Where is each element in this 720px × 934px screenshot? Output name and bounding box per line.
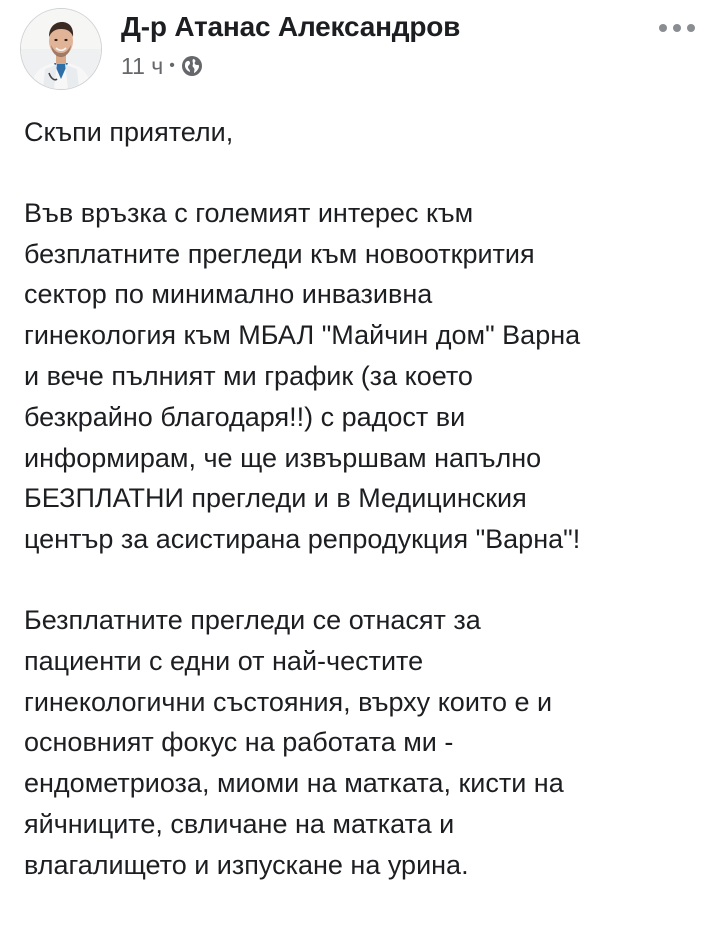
post-time[interactable]: 11 ч <box>121 52 164 79</box>
post-body <box>24 112 714 886</box>
globe-icon[interactable] <box>181 55 203 77</box>
meta-separator: • <box>169 57 175 74</box>
post-paragraph-details: Безплатните прегледи се отнасят за пациенти с едни от най-честите гинекологични състояния, върху които е и основният фокус на работата ми - ендометриоза, миоми на матката, кисти на яйчниците, свличане на матката и влагалището и изпускане на урина. <box>24 604 564 880</box>
post-paragraph-greeting: Скъпи приятели, <box>24 117 234 147</box>
post-meta <box>121 53 203 79</box>
author-avatar[interactable] <box>20 8 102 90</box>
post-header <box>20 8 700 94</box>
post-paragraph-announcement: Във връзка с големият интерес към безплатните прегледи към новооткрития сектор по минимално инвазивна гинекология към МБАЛ "Майчин дом" Варна и вече пълният ми график (за което безкрайно благодаря!!) с радост ви информирам, че ще извършвам напълно БЕЗПЛАТНИ прегледи и в Медицинския център за асистирана репродукция "Варна"! <box>24 197 581 555</box>
more-options-icon <box>657 23 697 33</box>
profile-photo <box>21 9 101 89</box>
more-options-button[interactable] <box>654 16 700 40</box>
author-name[interactable]: Д-р Атанас Александров <box>121 11 461 42</box>
